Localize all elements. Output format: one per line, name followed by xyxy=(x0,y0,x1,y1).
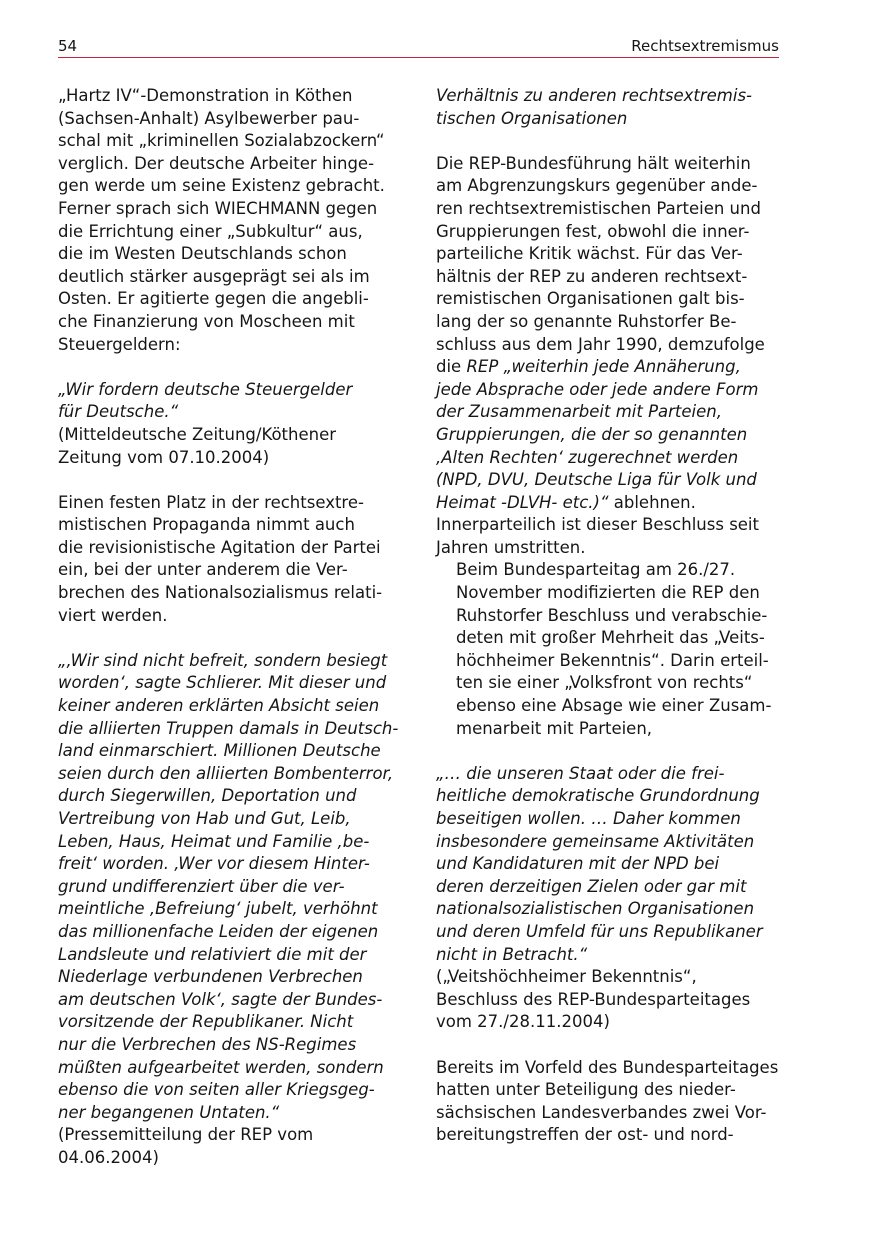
text-line: Vertreibung von Hab und Gut, Leib, xyxy=(58,809,351,828)
text-line: Zeitung vom 07.10.2004) xyxy=(58,447,270,467)
text-line: (Pressemitteilung der REP vom xyxy=(58,1125,314,1145)
text-line: deren derzeitigen Zielen oder gar mit xyxy=(436,876,747,896)
text-line xyxy=(436,401,780,424)
text-line: Gruppierungen fest, obwohl die inner- xyxy=(436,221,750,241)
text-line: am Abgrenzungskurs gegenüber ande- xyxy=(436,176,758,196)
text-line: Leben, Haus, Heimat und Familie ‚be- xyxy=(58,831,370,851)
italic-quote: (NPD, DVU, Deutsche Liga für Volk und xyxy=(436,470,757,490)
text-line: viert werden. xyxy=(58,605,168,625)
quote-veitshoechheim xyxy=(436,763,780,966)
italic-quote: REP „weiterhin jede Annäherung, xyxy=(466,357,741,377)
text-line: schluss aus dem Jahr 1990, demzufolge xyxy=(436,334,765,354)
text-line: meintliche ‚Befreiung‘ jubelt, verhöhnt xyxy=(58,899,378,919)
text-line: nationalsozialistischen Organisationen xyxy=(436,899,755,919)
paragraph xyxy=(58,85,402,356)
text-line: che Finanzierung von Moscheen mit xyxy=(58,311,355,331)
text-line: lang der so genannte Ruhstorfer Be- xyxy=(436,311,737,331)
text-line xyxy=(436,469,780,492)
text-line: durch Siegerwillen, Deportation und xyxy=(58,786,357,806)
header-rule xyxy=(58,57,779,58)
paragraph xyxy=(58,492,402,628)
text-line: Einen festen Platz in der rechtsextre- xyxy=(58,492,364,512)
quote-source xyxy=(58,424,402,469)
text-line: Innerparteilich ist dieser Beschluss seit xyxy=(436,515,759,535)
text-line: die revisionistische Agitation der Partei xyxy=(58,537,381,557)
text-line: Jahren umstritten. xyxy=(436,537,586,557)
text-line: 04.06.2004) xyxy=(58,1147,159,1167)
text-line: die alliierten Truppen damals in Deutsch- xyxy=(58,718,399,738)
text-line: ner begangenen Untaten.“ xyxy=(58,1102,280,1122)
text-line: deutlich stärker ausgeprägt sei als im xyxy=(58,266,370,286)
right-column xyxy=(436,85,780,1147)
text-line: „‚Wir sind nicht befreit, sondern besiegt xyxy=(58,650,388,670)
paragraph xyxy=(436,153,780,560)
text-line: nicht in Betracht.“ xyxy=(436,944,588,964)
text-line: worden‘, sagte Schlierer. Mit dieser und xyxy=(58,673,387,693)
text-line: nur die Verbrechen des NS-Regimes xyxy=(58,1034,357,1054)
text-line: tischen Organisationen xyxy=(436,108,628,128)
text-line: land einmarschiert. Millionen Deutsche xyxy=(58,741,381,761)
text-line: November modifizierten die REP den xyxy=(456,583,760,603)
text-line: Beschluss des REP-Bundesparteitages xyxy=(436,989,751,1009)
text-line: gen werde um seine Existenz gebracht. xyxy=(58,176,385,196)
text-line: (Mitteldeutsche Zeitung/Köthener xyxy=(58,424,337,444)
quote-source xyxy=(58,1124,402,1169)
text-line: schal mit „kriminellen Sozialabzockern“ xyxy=(58,131,385,151)
text-line: die REP „weiterhin jede Annäherung, xyxy=(436,357,741,377)
quote-steuergelder xyxy=(58,379,402,424)
text-line: ren rechtsextremistischen Parteien und xyxy=(436,198,761,218)
text-line: sächsischen Landesverbandes zwei Vor- xyxy=(436,1102,767,1122)
text-line: Heimat -DLVH- etc.)“ ablehnen. xyxy=(436,492,696,512)
text-line: keiner anderen erklärten Absicht seien xyxy=(58,696,380,716)
text-line xyxy=(436,379,780,402)
text-line: Beim Bundesparteitag am 26./27. xyxy=(456,560,736,580)
text-line: vom 27./28.11.2004) xyxy=(436,1012,610,1032)
text-line: seien durch den alliierten Bombenterror, xyxy=(58,763,394,783)
text-line: und deren Umfeld für uns Republikaner xyxy=(436,921,763,941)
text-line: menarbeit mit Parteien, xyxy=(456,718,653,738)
text-line: für Deutsche.“ xyxy=(58,402,179,422)
text-line: „Wir fordern deutsche Steuergelder xyxy=(58,379,353,399)
text-line: bereitungstreffen der ost- und nord- xyxy=(436,1125,734,1145)
text-line: Niederlage verbundenen Verbrechen xyxy=(58,967,363,987)
text-line: ten sie einer „Volksfront von rechts“ xyxy=(456,673,753,693)
quote-source xyxy=(436,966,780,1034)
paragraph xyxy=(436,559,780,740)
text-line: deten mit großer Mehrheit das „Veits- xyxy=(456,628,765,648)
section-heading xyxy=(436,85,780,130)
text-line: die Errichtung einer „Subkultur“ aus, xyxy=(58,221,363,241)
text-line: insbesondere gemeinsame Aktivitäten xyxy=(436,831,755,851)
text-line: Steuergeldern: xyxy=(58,334,181,354)
italic-quote: jede Absprache oder jede andere Form xyxy=(436,379,759,399)
text-line: beseitigen wollen. … Daher kommen xyxy=(436,809,741,828)
text-line: Ruhstorfer Beschluss und verabschie- xyxy=(456,605,768,625)
text-line: vorsitzende der Republikaner. Nicht xyxy=(58,1012,354,1032)
text-line: hältnis der REP zu anderen rechtsext- xyxy=(436,266,748,286)
text-line: (Sachsen-Anhalt) Asylbewerber pau- xyxy=(58,108,360,128)
text-line: Verhältnis zu anderen rechtsextremis- xyxy=(436,86,753,105)
text-line: Landsleute und relativiert die mit der xyxy=(58,944,367,964)
text-line: am deutschen Volk‘, sagte der Bundes- xyxy=(58,989,383,1009)
text-line: freit‘ worden. ‚Wer vor diesem Hinter- xyxy=(58,854,370,874)
paragraph xyxy=(436,1057,780,1147)
italic-quote: Heimat -DLVH- etc.)“ xyxy=(436,492,609,512)
text-line: brechen des Nationalsozialismus relati- xyxy=(58,583,383,603)
text-line: ebenso die von seiten aller Kriegsgeg- xyxy=(58,1080,375,1100)
text-line: heitliche demokratische Grundordnung xyxy=(436,786,760,806)
text-line: remistischen Organisationen galt bis- xyxy=(436,289,745,309)
text-line: ein, bei der unter anderem die Ver- xyxy=(58,560,348,580)
text-line: „Hartz IV“-Demonstration in Köthen xyxy=(58,86,353,105)
text-line: verglich. Der deutsche Arbeiter hinge- xyxy=(58,153,375,173)
text-line: parteiliche Kritik wächst. Für das Ver- xyxy=(436,244,743,264)
text-line: Die REP-Bundesführung hält weiterhin xyxy=(436,153,751,173)
italic-quote: Gruppierungen, die der so genannten xyxy=(436,424,748,444)
text-line: grund undifferenziert über die ver- xyxy=(58,876,345,896)
text-line: höchheimer Bekenntnis“. Darin erteil- xyxy=(456,650,769,670)
text-line: „… die unseren Staat oder die frei- xyxy=(436,763,725,783)
text-line: ebenso eine Absage wie einer Zusam- xyxy=(456,696,772,716)
text-line: das millionenfache Leiden der eigenen xyxy=(58,921,379,941)
text-line: Bereits im Vorfeld des Bundesparteitages xyxy=(436,1057,779,1077)
text-line: hatten unter Beteiligung des nieder- xyxy=(436,1080,736,1100)
page-header xyxy=(58,36,779,58)
text-line: die im Westen Deutschlands schon xyxy=(58,244,347,264)
text-line: müßten aufgearbeitet werden, sondern xyxy=(58,1057,384,1077)
quote-schlierer xyxy=(58,650,402,1124)
running-title: Rechtsextremismus xyxy=(631,37,779,55)
text-line: und Kandidaturen mit der NPD bei xyxy=(436,854,720,874)
italic-quote: der Zusammenarbeit mit Parteien, xyxy=(436,402,722,422)
italic-quote: ‚Alten Rechten‘ zugerechnet werden xyxy=(436,447,739,467)
text-line: Osten. Er agitierte gegen die angebli- xyxy=(58,289,369,309)
text-line: („Veitshöchheimer Bekenntnis“, xyxy=(436,967,697,987)
page-number: 54 xyxy=(58,37,78,55)
text-line: mistischen Propaganda nimmt auch xyxy=(58,515,355,535)
text-line xyxy=(436,447,780,470)
text-line: Ferner sprach sich WIECHMANN gegen xyxy=(58,198,378,218)
text-line xyxy=(436,424,780,447)
left-column xyxy=(58,85,402,1170)
